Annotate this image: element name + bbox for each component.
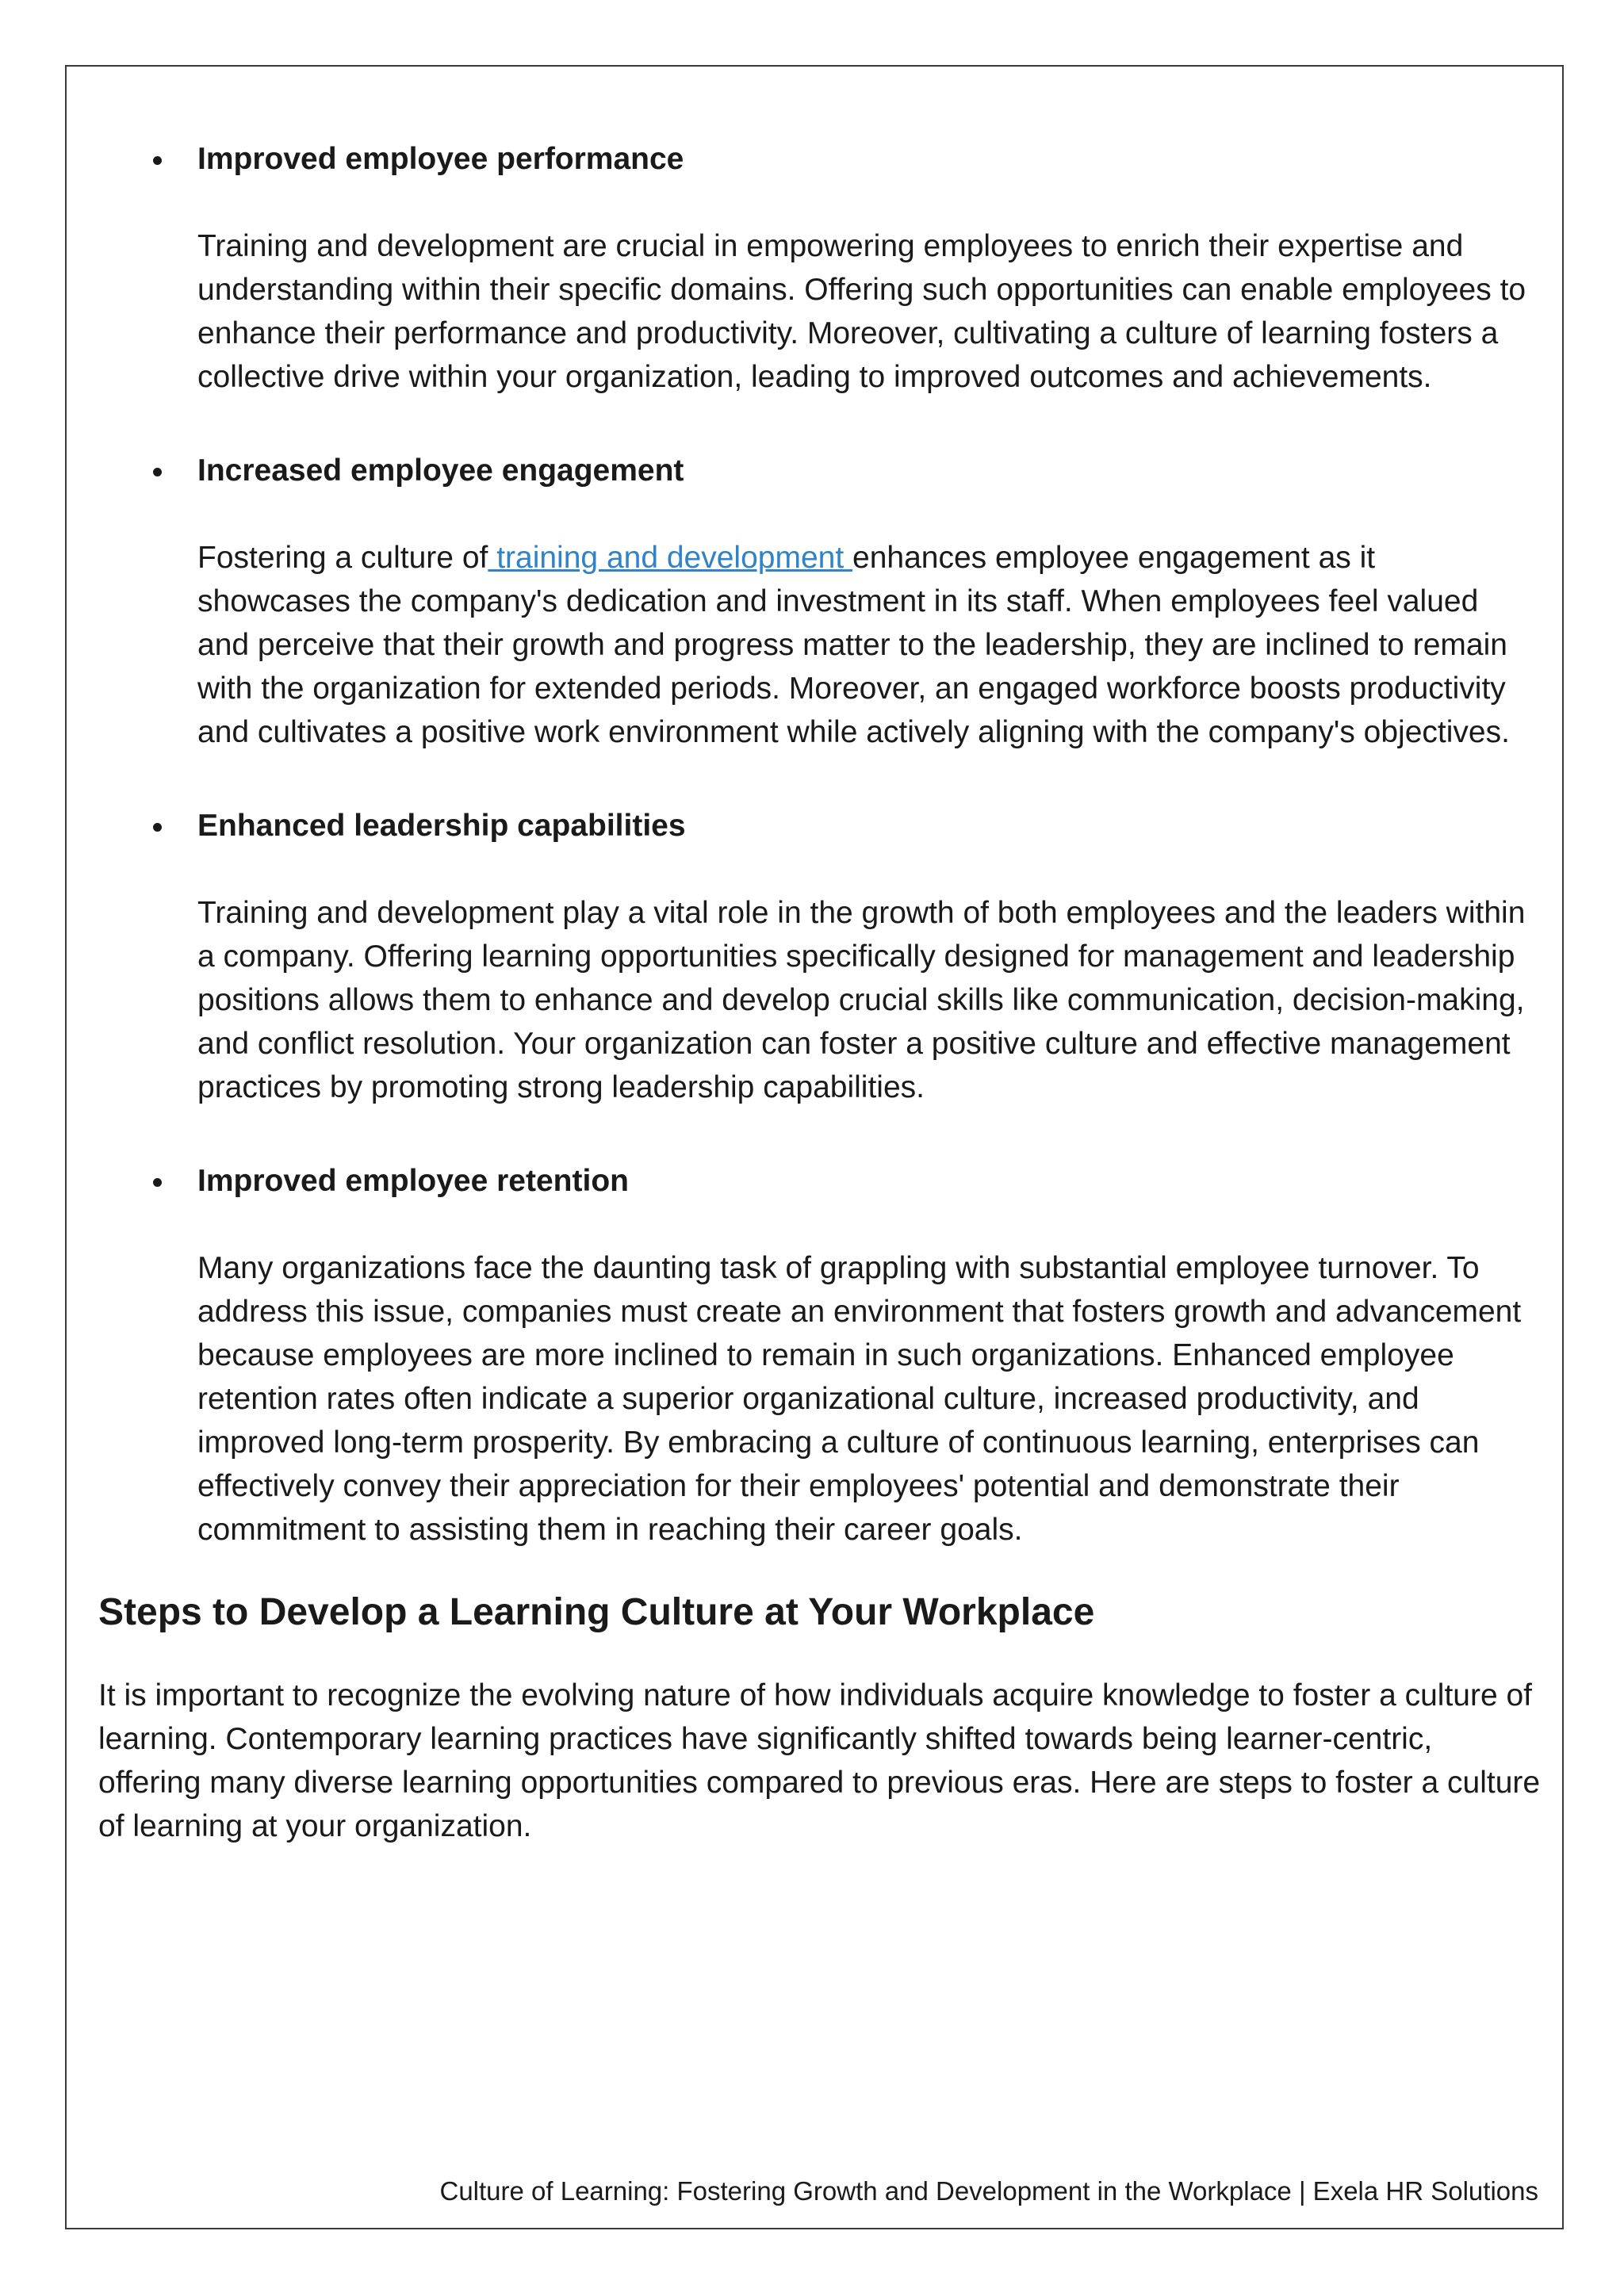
- bullet-body: Training and development play a vital role in the growth of both employees and the leaders within a company. Offering learning opportunities specifically designed for management and leadership positions allows them to enhance and develop crucial skills like communication, decision-making, and conflict resolution. Your organization can foster a positive culture and effective management practices by promoting strong leadership capabilities.: [197, 896, 1526, 1104]
- bullet-title: Increased employee engagement: [197, 453, 684, 488]
- list-item: [197, 798, 1542, 1109]
- list-item: [197, 131, 1542, 399]
- list-item: [197, 442, 1542, 754]
- bullet-body: Many organizations face the daunting task of grappling with substantial employee turnover. To address this issue, companies must create an environment that fosters growth and advancement because employees are more inclined to remain in such organizations. Enhanced employee retention rates often indicate a superior organizational culture, increased productivity, and improved long-term prosperity. By embracing a culture of continuous learning, enterprises can effectively convey their appreciation for their employees' potential and demonstrate their commitment to assisting them in reaching their career goals.: [197, 1251, 1522, 1547]
- section-heading: Steps to Develop a Learning Culture at Your Workplace: [98, 1591, 1095, 1633]
- page-footer: Culture of Learning: Fostering Growth and Development in the Workplace | Exela HR Solutions: [439, 2176, 1538, 2206]
- training-and-development-link[interactable]: training and development: [488, 541, 852, 575]
- body-text-after-link: enhances employee engagement as it showcases the company's dedication and investment in its staff. When employees feel valued and perceive that their growth and progress matter to the leadership, they are inclined to remain with the organization for extended periods. Moreover, an engaged workforce boosts productivity and cultivates a positive work environment while actively aligning with the company's objectives.: [197, 541, 1510, 749]
- bullet-title: Enhanced leadership capabilities: [197, 809, 686, 843]
- bullet-icon: [153, 823, 162, 832]
- bullet-icon: [153, 1178, 162, 1187]
- bullet-icon: [153, 156, 162, 165]
- document-content: [98, 131, 1542, 1848]
- list-item: [197, 1153, 1542, 1552]
- bullet-body: [197, 536, 1542, 754]
- section-body: It is important to recognize the evolving nature of how individuals acquire knowledge to foster a culture of learning. Contemporary learning practices have significantly shifted towards being learner-centric, offering many diverse learning opportunities compared to previous eras. Here are steps to foster a culture of learning at your organization.: [98, 1678, 1541, 1843]
- bullet-title: Improved employee retention: [197, 1164, 629, 1198]
- bullet-icon: [153, 468, 162, 476]
- bullet-title: Improved employee performance: [197, 142, 684, 176]
- body-text-before-link: Fostering a culture of: [197, 541, 488, 575]
- bullet-body: Training and development are crucial in empowering employees to enrich their expertise and understanding within their specific domains. Offering such opportunities can enable employees to enhance their performance and productivity. Moreover, cultivating a culture of learning fosters a collective drive within your organization, leading to improved outcomes and achievements.: [197, 229, 1526, 394]
